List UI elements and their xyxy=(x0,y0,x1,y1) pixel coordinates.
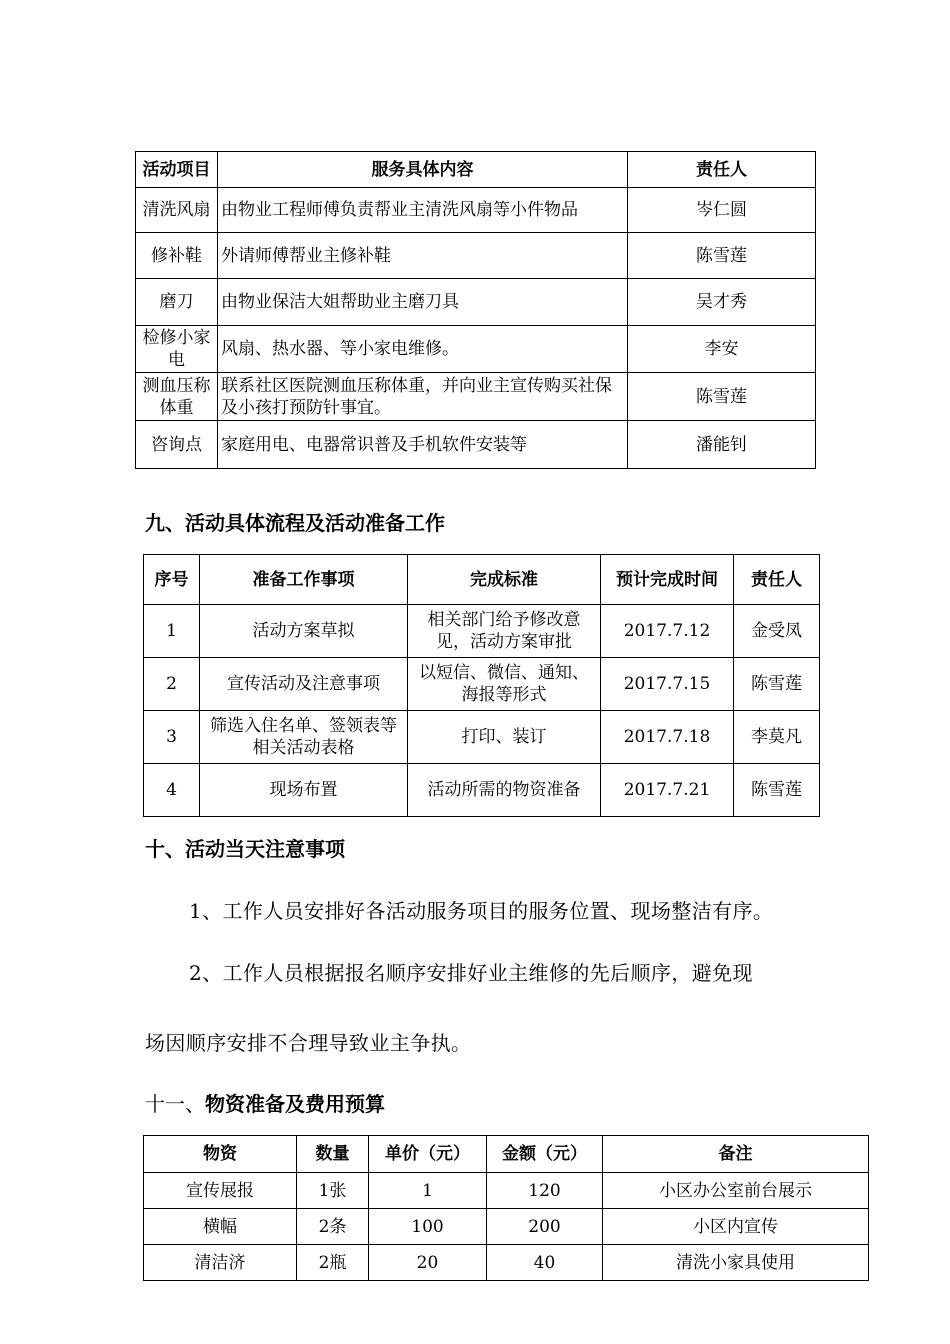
section-11-number: 十一、 xyxy=(145,1092,205,1116)
table-cell: 活动所需的物资准备 xyxy=(408,764,601,817)
table-cell: 风扇、热水器、等小家电维修。 xyxy=(218,326,628,373)
table-cell: 潘能钊 xyxy=(628,421,816,469)
col-header: 完成标准 xyxy=(408,555,601,605)
section-11-heading xyxy=(145,1088,385,1117)
table-cell: 筛选入住名单、签领表等相关活动表格 xyxy=(200,711,408,764)
table-cell: 检修小家电 xyxy=(136,326,218,373)
table-cell: 20 xyxy=(369,1245,487,1281)
table-cell: 100 xyxy=(369,1209,487,1245)
table-row xyxy=(144,764,820,817)
table-cell: 1 xyxy=(144,605,200,658)
table-cell: 相关部门给予修改意见，活动方案审批 xyxy=(408,605,601,658)
table-row xyxy=(136,373,816,421)
table-cell: 外请师傅帮业主修补鞋 xyxy=(218,233,628,279)
table-cell: 由物业保洁大姐帮助业主磨刀具 xyxy=(218,279,628,326)
table-cell: 横幅 xyxy=(144,1209,297,1245)
table-cell: 李莫凡 xyxy=(734,711,820,764)
notice-paragraph-1: 1、工作人员安排好各活动服务项目的服务位置、现场整洁有序。 xyxy=(189,899,774,923)
table-cell: 测血压称体重 xyxy=(136,373,218,421)
table-cell: 陈雪莲 xyxy=(734,658,820,711)
table-cell: 200 xyxy=(487,1209,603,1245)
service-table xyxy=(135,151,816,469)
table-cell: 2 xyxy=(144,658,200,711)
table-cell: 陈雪莲 xyxy=(734,764,820,817)
table-cell: 清洗小家具使用 xyxy=(603,1245,869,1281)
table-cell: 2017.7.15 xyxy=(601,658,734,711)
col-header: 物资 xyxy=(144,1136,297,1173)
notice-paragraph-2: 2、工作人员根据报名顺序安排好业主维修的先后顺序，避免现 xyxy=(189,961,753,985)
col-header: 预计完成时间 xyxy=(601,555,734,605)
section-10-heading: 十、活动当天注意事项 xyxy=(145,837,345,861)
table-row xyxy=(144,1209,869,1245)
table-row xyxy=(136,421,816,469)
table-cell: 宣传活动及注意事项 xyxy=(200,658,408,711)
col-header: 数量 xyxy=(297,1136,369,1173)
table-header-row xyxy=(144,1136,869,1173)
table-cell: 2017.7.21 xyxy=(601,764,734,817)
col-header: 备注 xyxy=(603,1136,869,1173)
table-cell: 现场布置 xyxy=(200,764,408,817)
table-cell: 120 xyxy=(487,1173,603,1209)
table-cell: 吴才秀 xyxy=(628,279,816,326)
table-cell: 1 xyxy=(369,1173,487,1209)
table-row xyxy=(144,1245,869,1281)
table-row xyxy=(136,326,816,373)
notice-paragraph-2-continued: 场因顺序安排不合理导致业主争执。 xyxy=(145,1031,472,1055)
col-header: 责任人 xyxy=(734,555,820,605)
table-row xyxy=(144,658,820,711)
col-header: 金额（元） xyxy=(487,1136,603,1173)
section-9-heading: 九、活动具体流程及活动准备工作 xyxy=(145,511,445,535)
table-cell: 磨刀 xyxy=(136,279,218,326)
table-cell: 宣传展报 xyxy=(144,1173,297,1209)
table-cell: 清洗风扇 xyxy=(136,188,218,233)
table-cell: 陈雪莲 xyxy=(628,233,816,279)
table-row xyxy=(144,605,820,658)
table-cell: 2条 xyxy=(297,1209,369,1245)
col-header: 序号 xyxy=(144,555,200,605)
table-cell: 陈雪莲 xyxy=(628,373,816,421)
table-cell: 2017.7.12 xyxy=(601,605,734,658)
col-header: 准备工作事项 xyxy=(200,555,408,605)
table-cell: 2017.7.18 xyxy=(601,711,734,764)
table-row xyxy=(144,711,820,764)
section-11-title: 物资准备及费用预算 xyxy=(205,1092,385,1116)
table-row xyxy=(144,1173,869,1209)
table-cell: 1张 xyxy=(297,1173,369,1209)
table-cell: 家庭用电、电器常识普及手机软件安装等 xyxy=(218,421,628,469)
col-header: 服务具体内容 xyxy=(218,152,628,188)
table-cell: 联系社区医院测血压称体重，并向业主宣传购买社保及小孩打预防针事宜。 xyxy=(218,373,628,421)
budget-table xyxy=(143,1135,869,1281)
table-cell: 小区办公室前台展示 xyxy=(603,1173,869,1209)
col-header: 活动项目 xyxy=(136,152,218,188)
table-header-row xyxy=(144,555,820,605)
table-cell: 清洁济 xyxy=(144,1245,297,1281)
table-cell: 修补鞋 xyxy=(136,233,218,279)
table-cell: 咨询点 xyxy=(136,421,218,469)
table-cell: 岑仁圆 xyxy=(628,188,816,233)
table-cell: 李安 xyxy=(628,326,816,373)
table-cell: 活动方案草拟 xyxy=(200,605,408,658)
table-cell: 40 xyxy=(487,1245,603,1281)
table-row xyxy=(136,233,816,279)
table-cell: 3 xyxy=(144,711,200,764)
table-cell: 由物业工程师傅负责帮业主清洗风扇等小件物品 xyxy=(218,188,628,233)
table-header-row xyxy=(136,152,816,188)
table-cell: 小区内宣传 xyxy=(603,1209,869,1245)
table-cell: 2瓶 xyxy=(297,1245,369,1281)
table-cell: 金受凤 xyxy=(734,605,820,658)
col-header: 单价（元） xyxy=(369,1136,487,1173)
table-row xyxy=(136,188,816,233)
preparation-table xyxy=(143,554,820,817)
table-cell: 4 xyxy=(144,764,200,817)
table-cell: 打印、装订 xyxy=(408,711,601,764)
col-header: 责任人 xyxy=(628,152,816,188)
table-cell: 以短信、微信、通知、海报等形式 xyxy=(408,658,601,711)
table-row xyxy=(136,279,816,326)
